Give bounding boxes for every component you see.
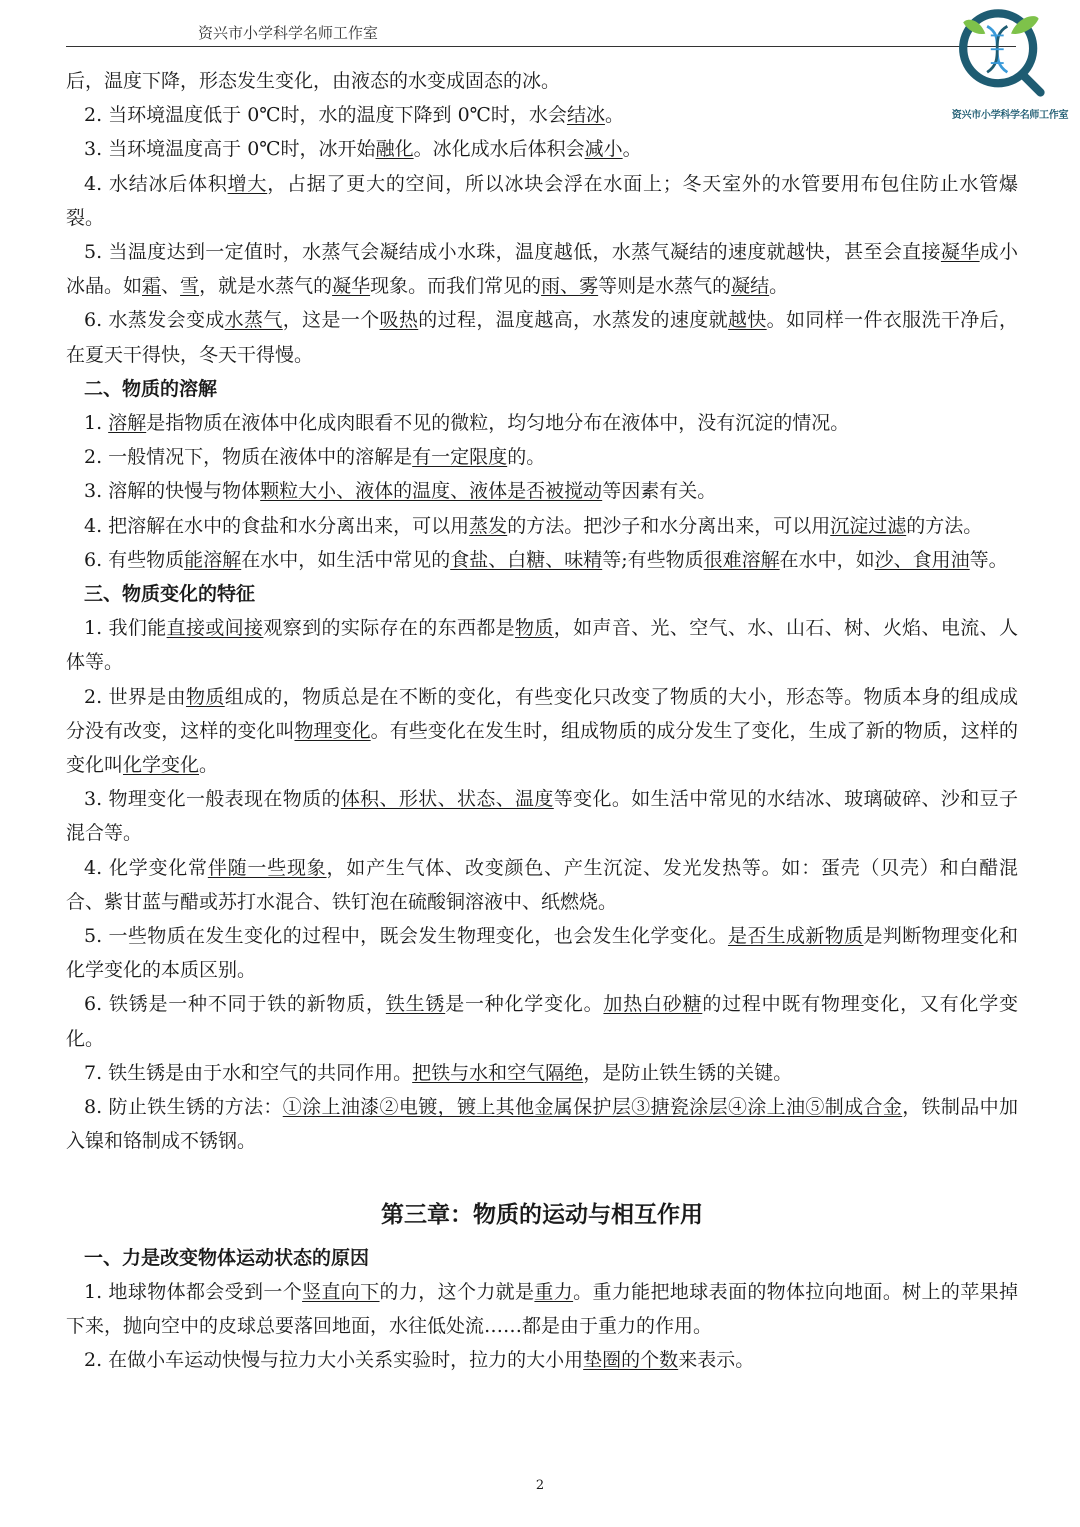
paragraph <box>66 167 1018 235</box>
text-run: 1. 我们能 <box>84 617 167 640</box>
text-run: 2. 一般情况下，物质在液体中的溶解是 <box>84 446 413 469</box>
underlined-answer: 蒸发 <box>469 514 508 537</box>
text-run: ，就是水蒸气的 <box>199 275 333 298</box>
underlined-answer: 凝华 <box>940 241 980 264</box>
text-run: 3. 当环境温度高于 0℃时，冰开始 <box>84 138 376 161</box>
paragraph <box>66 1275 1018 1343</box>
text-run: 。 <box>604 104 624 127</box>
text-run: 5. 当温度达到一定值时，水蒸气会凝结成小水珠，温度越低，水蒸气凝结的速度就越快，甚至会直接 <box>84 241 941 264</box>
page-number: 2 <box>535 1478 545 1493</box>
text-run: ，如产生气体、改变颜色、产生沉淀、发光发热等。如：蛋壳（贝壳）和白醋混合、紫甘蓝与醋或苏打水混合、铁钉泡在硫酸铜溶液中、纸燃烧。 <box>66 856 1018 913</box>
underlined-answer: 物理变化 <box>294 719 371 742</box>
logo-caption: 资兴市小学科学名师工作室 <box>951 110 1069 121</box>
underlined-answer: 食盐、白糖、味精 <box>450 548 603 571</box>
underlined-answer: 把铁与水和空气隔绝 <box>412 1061 584 1084</box>
text-run: 。冰化成水后体积会 <box>413 138 585 161</box>
text-run: 3. 溶解的快慢与物体 <box>84 480 261 503</box>
text-run: 4. 水结冰后体积 <box>84 172 228 195</box>
text-run: 等;有些物质 <box>602 548 704 571</box>
underlined-answer: ①涂上油漆②电镀，镀上其他金属保护层③搪瓷涂层④涂上油⑤制成合金 <box>282 1096 903 1119</box>
underlined-answer: 雨、雾 <box>541 275 599 298</box>
underlined-answer: 体积、形状、状态、温度 <box>340 788 554 811</box>
underlined-answer: 有一定限度 <box>412 446 508 469</box>
underlined-answer: 铁生锈 <box>385 993 446 1016</box>
text-run: 的方法。 <box>906 514 983 537</box>
paragraph <box>66 474 1018 508</box>
paragraph <box>66 64 1018 98</box>
underlined-answer: 减小 <box>584 138 623 161</box>
paragraph <box>66 1056 1018 1090</box>
underlined-answer: 霜 <box>142 275 162 298</box>
text-run: 4. 化学变化常 <box>84 856 208 879</box>
underlined-answer: 竖直向下 <box>302 1280 380 1303</box>
text-run: 的方法。把沙子和水分离出来，可以用 <box>507 514 831 537</box>
text-run: 组成的，物质总是在不断的变化，有些变化只改变了物质的大小，形态等。物质本身的组成成分没有改变，这样的变化叫 <box>66 685 1018 742</box>
text-run: 的。 <box>507 446 546 469</box>
text-run: 1. 地球物体都会受到一个 <box>84 1280 303 1303</box>
section-heading: 三、物质变化的特征 <box>84 583 256 606</box>
text-run: 的过程，温度越高，水蒸发的速度就 <box>418 309 728 332</box>
text-run: 是判断物理变化和化学变化的本质区别。 <box>66 925 1018 982</box>
underlined-answer: 沙、食用油 <box>874 548 970 571</box>
text-run: 2. 在做小车运动快慢与拉力大小关系实验时，拉力的大小用 <box>84 1349 584 1372</box>
text-run: 的力，这个力就是 <box>379 1280 535 1303</box>
paragraph <box>66 98 1018 132</box>
text-run: 2. 世界是由 <box>84 685 186 708</box>
text-run: 在水中，如生活中常见的 <box>241 548 451 571</box>
paragraph <box>66 611 1018 679</box>
text-run: 4. 把溶解在水中的食盐和水分离出来，可以用 <box>84 514 470 537</box>
paragraph <box>66 440 1018 474</box>
text-run: 。 <box>769 275 789 298</box>
text-run: 7. 铁生锈是由于水和空气的共同作用。 <box>84 1061 413 1084</box>
underlined-answer: 溶解 <box>108 412 147 435</box>
text-run: 来表示。 <box>678 1349 755 1372</box>
text-run: 等。 <box>969 548 1008 571</box>
section-heading: 一、力是改变物体运动状态的原因 <box>84 1246 370 1269</box>
underlined-answer: 直接或间接 <box>166 617 264 640</box>
paragraph <box>66 919 1018 987</box>
text-run: 3. 物理变化一般表现在物质的 <box>84 788 341 811</box>
text-run: 。有些变化在发生时，组成物质的成分发生了变化，生成了新的物质，这样的变化叫 <box>66 719 1018 777</box>
underlined-answer: 加热白砂糖 <box>603 993 703 1016</box>
text-run: 1. <box>84 412 109 435</box>
page-header <box>66 0 1016 47</box>
header-title: 资兴市小学科学名师工作室 <box>198 24 379 42</box>
text-run: 在水中，如 <box>779 548 875 571</box>
spacer <box>66 1159 1018 1193</box>
paragraph <box>66 680 1018 783</box>
chapter-title: 第三章：物质的运动与相互作用 <box>381 1200 703 1228</box>
text-run: 8. 防止铁生锈的方法： <box>84 1096 283 1119</box>
paragraph <box>66 782 1018 850</box>
underlined-answer: 很难溶解 <box>703 548 780 571</box>
text-run: ，是防止铁生锈的关键。 <box>583 1061 793 1084</box>
paragraph <box>66 235 1018 303</box>
underlined-answer: 水蒸气 <box>224 309 283 332</box>
text-run: 6. 有些物质 <box>84 548 185 571</box>
text-run: 是一种化学变化。 <box>445 993 604 1016</box>
document-body <box>66 64 1018 1377</box>
text-run: 等变化。如生活中常见的水结冰、玻璃破碎、沙和豆子混合等。 <box>66 788 1018 845</box>
underlined-answer: 增大 <box>227 172 268 195</box>
underlined-answer: 颗粒大小、液体的温度、液体是否被搅动 <box>260 480 603 503</box>
text-run: ，如声音、光、空气、水、山石、树、火焰、电流、人体等。 <box>66 617 1018 674</box>
text-run: 6. 水蒸发会变成 <box>84 309 225 332</box>
text-run: 的过程中既有物理变化，又有化学变化。 <box>66 993 1018 1050</box>
underlined-answer: 垫圈的个数 <box>583 1349 679 1372</box>
paragraph <box>66 987 1018 1055</box>
paragraph <box>66 406 1018 440</box>
paragraph <box>66 851 1018 919</box>
underlined-answer: 物质 <box>185 685 225 708</box>
text-run: ，铁制品中加入镍和铬制成不锈钢。 <box>66 1096 1018 1153</box>
underlined-answer: 是否生成新物质 <box>727 925 864 948</box>
underlined-answer: 凝华 <box>332 275 371 298</box>
paragraph <box>66 303 1018 371</box>
underlined-answer: 凝结 <box>731 275 770 298</box>
text-run: 。重力能把地球表面的物体拉向地面。树上的苹果掉下来，抛向空中的皮球总要落回地面，水往低处流……都是由于重力的作用。 <box>66 1280 1018 1337</box>
underlined-answer: 能溶解 <box>184 548 242 571</box>
underlined-answer: 化学变化 <box>123 754 200 777</box>
paragraph <box>66 1343 1018 1377</box>
text-run: ，这是一个 <box>282 309 380 332</box>
text-run: 成小冰晶。如 <box>66 241 1018 298</box>
underlined-answer: 雪 <box>180 275 200 298</box>
text-run: 6. 铁锈是一种不同于铁的新物质， <box>84 993 386 1016</box>
text-run: 是指物质在液体中化成肉眼看不见的微粒，均匀地分布在液体中，没有沉淀的情况。 <box>146 412 850 435</box>
underlined-answer: 越快 <box>727 309 767 332</box>
underlined-answer: 物质 <box>515 617 554 640</box>
underlined-answer: 吸热 <box>379 309 419 332</box>
text-run: 现象。而我们常见的 <box>370 275 542 298</box>
text-run: 等则是水蒸气的 <box>598 275 732 298</box>
section-heading: 二、物质的溶解 <box>84 377 218 400</box>
underlined-answer: 结冰 <box>566 104 605 127</box>
paragraph <box>66 509 1018 543</box>
text-run: 、 <box>161 275 181 298</box>
text-run: 2. 当环境温度低于 0℃时，水的温度下降到 0℃时，水会 <box>84 104 567 127</box>
text-run: 等因素有关。 <box>602 480 717 503</box>
text-run: 。 <box>199 754 219 777</box>
underlined-answer: 沉淀过滤 <box>830 514 907 537</box>
underlined-answer: 重力 <box>534 1280 574 1303</box>
text-run: 。 <box>622 138 642 161</box>
text-run: 5. 一些物质在发生变化的过程中，既会发生物理变化，也会发生化学变化。 <box>84 925 728 948</box>
text-run: ，占据了更大的空间，所以冰块会浮在水面上；冬天室外的水管要用布包住防止水管爆裂。 <box>66 172 1018 229</box>
underlined-answer: 融化 <box>375 138 414 161</box>
paragraph <box>66 1090 1018 1158</box>
paragraph <box>66 132 1018 166</box>
text-run: 后，温度下降，形态发生变化，由液态的水变成固态的冰。 <box>66 70 561 92</box>
text-run: 。如同样一件衣服洗干净后，在夏天干得快，冬天干得慢。 <box>66 309 1018 366</box>
underlined-answer: 伴随一些现象 <box>207 856 327 879</box>
paragraph <box>66 543 1018 577</box>
text-run: 观察到的实际存在的东西都是 <box>263 617 516 640</box>
